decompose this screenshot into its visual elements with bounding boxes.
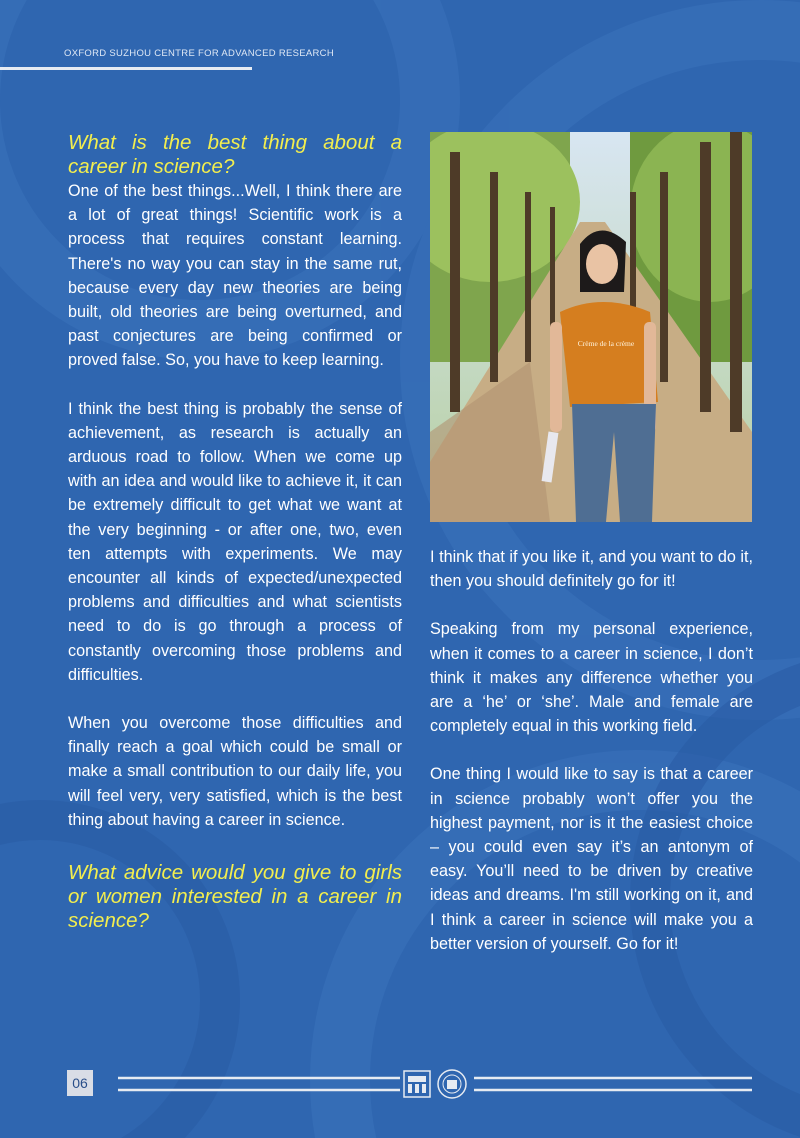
paragraph: Speaking from my personal experience, when it comes to a career in science, I don’t think it makes any difference whether you are a ‘he’ or ‘she’. Male and female are completely equal in this working field.: [430, 620, 753, 736]
paragraph: I think the best thing is probably the sense of achievement, as research is actually an arduous road to follow. When we come up with an idea and would like to achieve it, it can be extremely difficult to get what we want at the very beginning - or after one, two, even ten attempts with experiments. We may encounter all kinds of expected/unexpected problems and difficulties and what scientists need to do is go through a process of constantly overcoming those problems and difficulties.: [68, 399, 402, 684]
paragraph: One thing I would like to say is that a career in science probably won’t offer you the highest payment, nor is it the easiest choice – you could even say it’s an antonym of easy. You’ll need to be driven by creative ideas and dreams. I'm still working on it, and I think a career in science will make you a better version of yourself. Go for it!: [430, 765, 753, 953]
paragraph: One of the best things...Well, I think there are a lot of great things! Scientific work is a process that requires constant learning. There's no way you can stay in the same rut, because every day new theories are being built, old theories are being overturned, and past conjectures are being confirmed or proved false. So, you have to keep learning.: [68, 182, 402, 370]
header-rule: [0, 67, 252, 70]
paragraph: I think that if you like it, and you want to do it, then you should definitely go for it!: [430, 548, 753, 591]
question-heading-2: What advice would you give to girls or women interested in a career in science?: [68, 861, 402, 933]
oxford-seal-icon: [438, 1070, 466, 1098]
shirt-text: Crème de la crème: [577, 339, 635, 348]
page-number: 06: [67, 1070, 93, 1096]
paragraph: When you overcome those difficulties and finally reach a goal which could be small or make a small contribution to our daily life, you will feel very, very satisfied, which is the best thing about having a career in science.: [68, 714, 402, 829]
suzhou-building-logo-icon: [404, 1071, 430, 1097]
footer-logos: [402, 1067, 468, 1101]
portrait-photo: [430, 132, 752, 522]
photo-illustration: [430, 132, 752, 522]
right-column: [430, 545, 753, 956]
left-column: [68, 131, 402, 933]
question-heading-1: What is the best thing about a career in science?: [68, 131, 402, 178]
header-org-name: OXFORD SUZHOU CENTRE FOR ADVANCED RESEARCH: [64, 48, 335, 59]
